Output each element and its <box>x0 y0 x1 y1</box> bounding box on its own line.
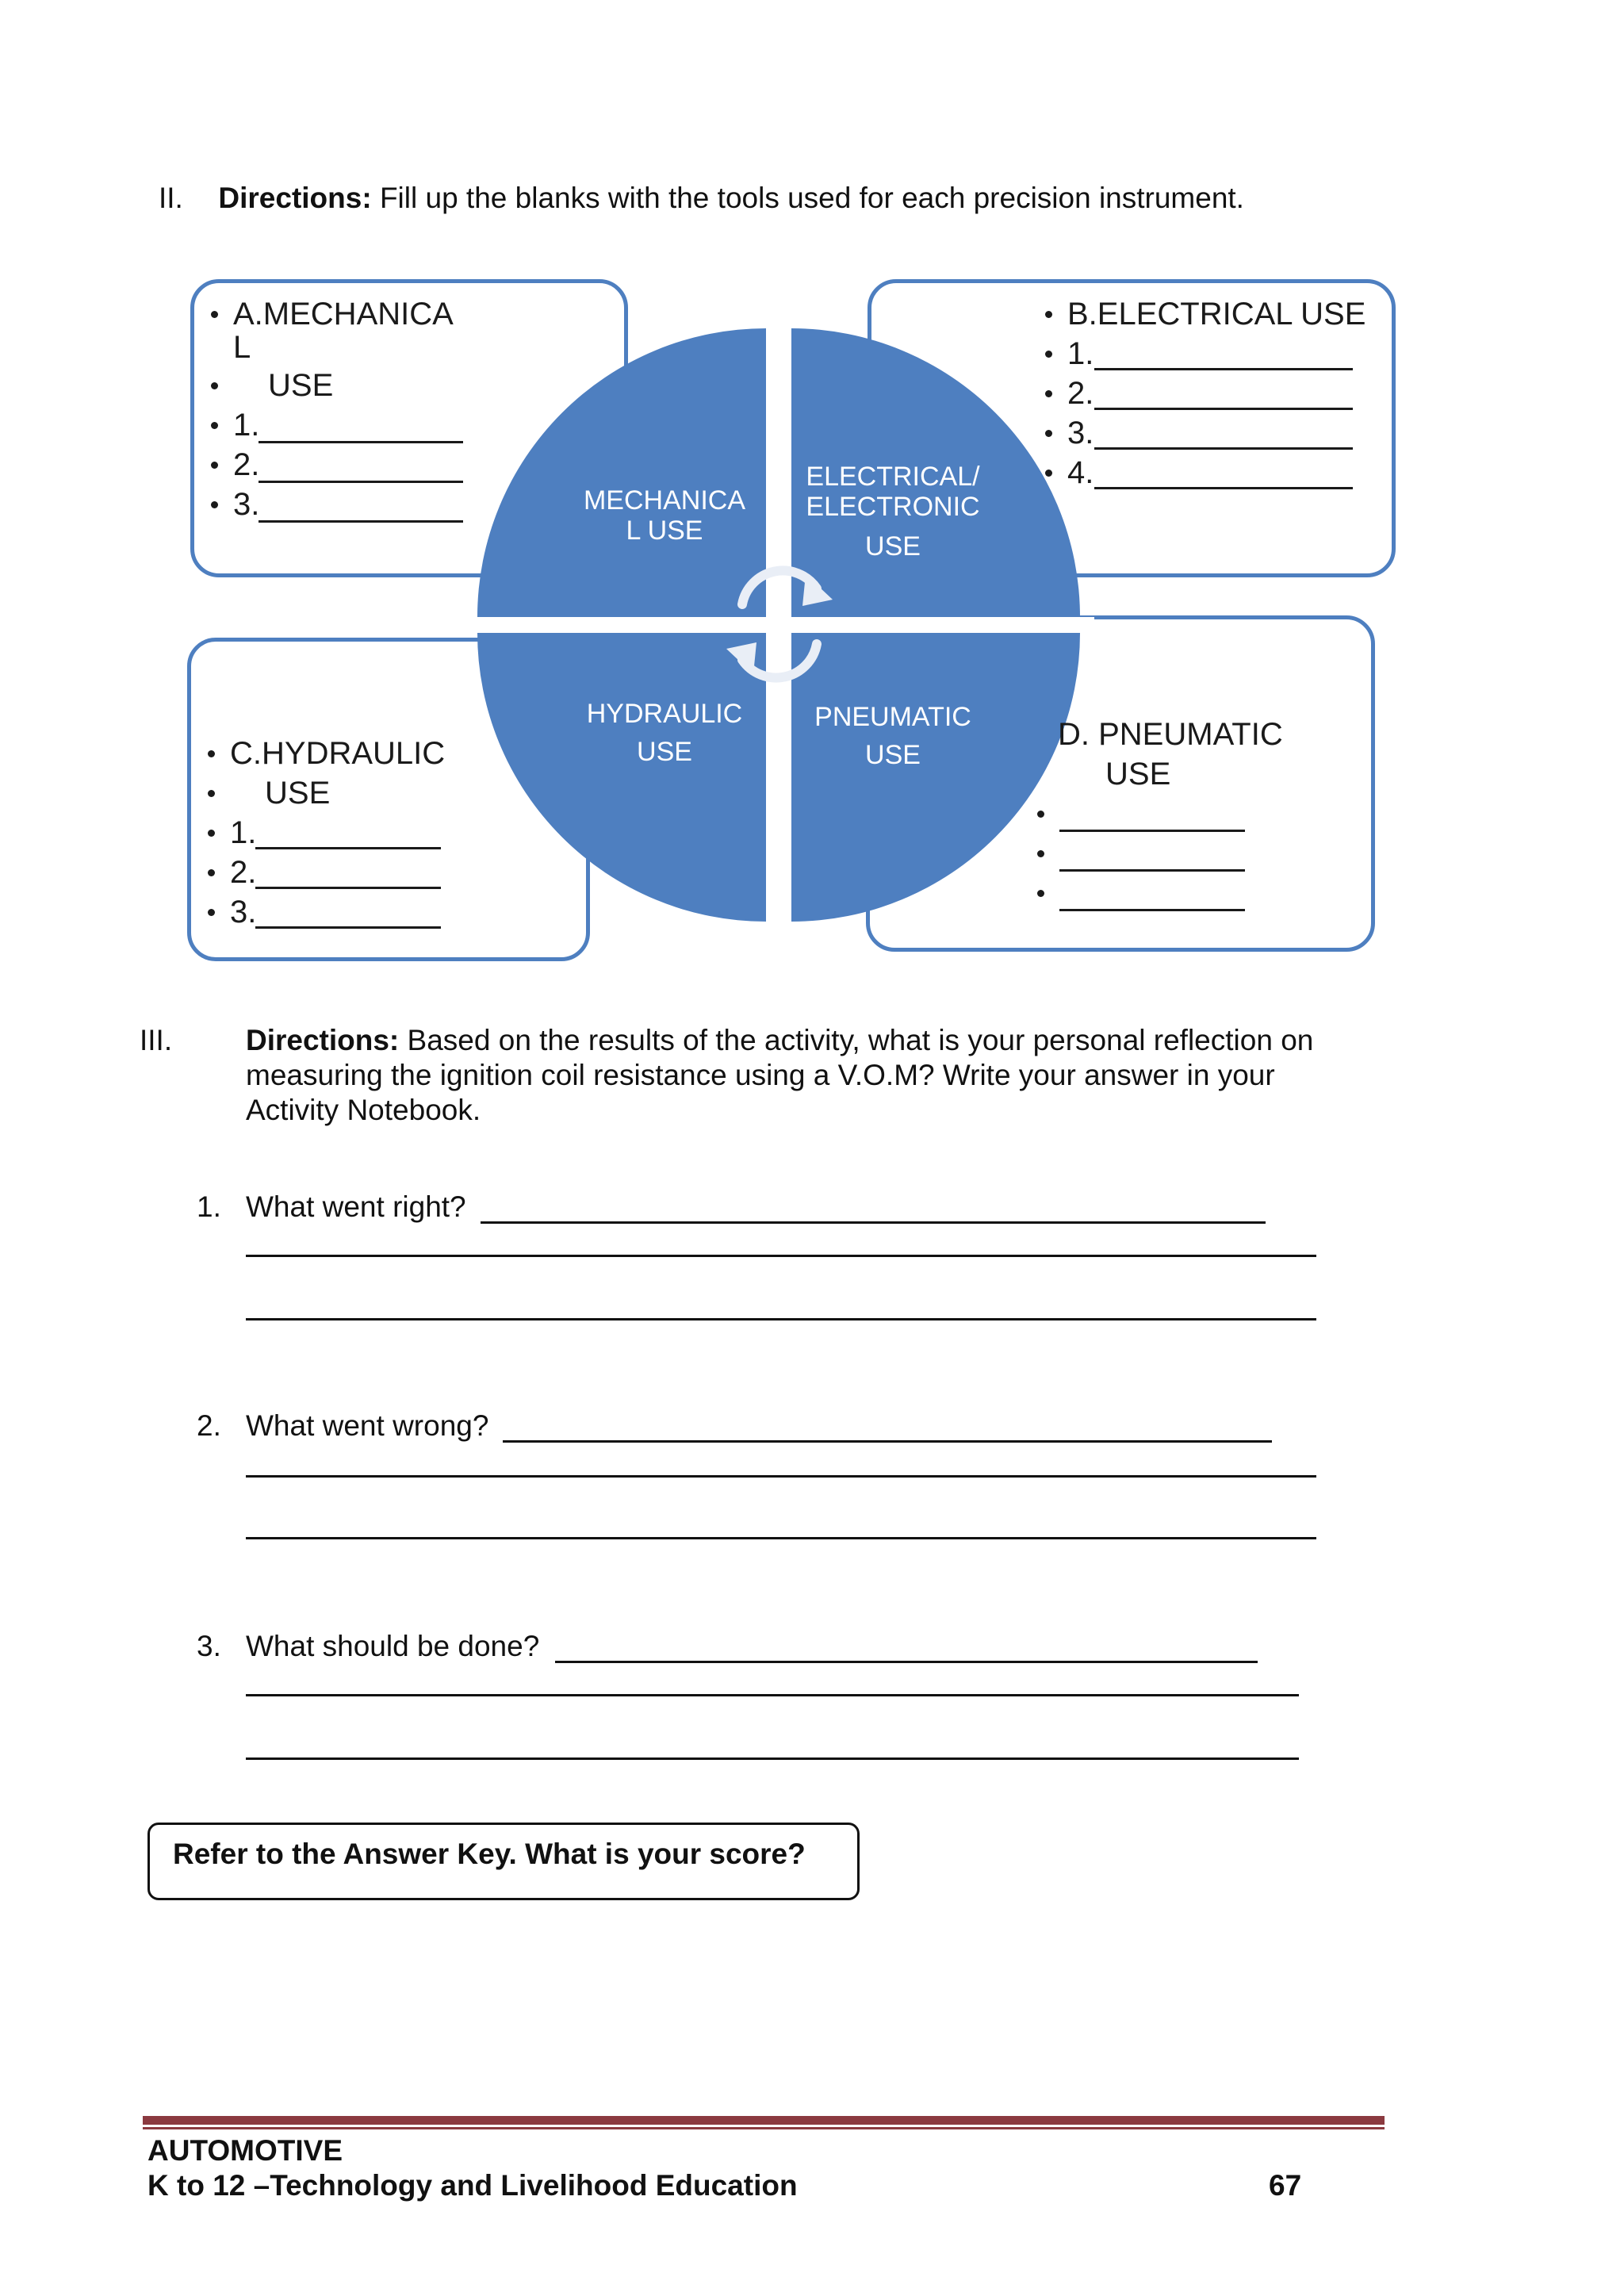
quadrant-electrical-label-line1: ELECTRICAL/ <box>806 462 980 492</box>
quadrant-electrical-label <box>799 462 986 562</box>
question-1-number: 1. <box>197 1190 221 1223</box>
box-d-title-line2: USE <box>1105 757 1171 792</box>
box-c-item-3-number: 3. <box>230 895 257 930</box>
question-1-answer-line-2[interactable] <box>246 1255 1316 1257</box>
quadrant-hydraulic-label-line1: HYDRAULIC <box>586 699 743 729</box>
quadrant-pneumatic-label <box>799 698 986 774</box>
box-a-title-line1: A.MECHANICA <box>233 297 454 332</box>
section-3-directions-line2: measuring the ignition coil resistance using a V.O.M? Write your answer in your <box>246 1059 1275 1091</box>
box-a-item-1-blank <box>259 441 463 443</box>
footer-rule-thin <box>143 2127 1385 2129</box>
box-a-item-2-blank <box>259 481 463 483</box>
section-3-directions-line1 <box>246 1023 1313 1058</box>
quadrant-mechanical-label <box>571 485 758 546</box>
quadrant-electrical-label-line3: USE <box>865 531 921 562</box>
quadrant-pneumatic <box>791 633 1080 922</box>
quadrant-electrical-label-line2: ELECTRONIC <box>806 492 980 522</box>
box-d-item-1-blank <box>1059 830 1245 832</box>
question-3-answer-line-1[interactable] <box>555 1661 1258 1663</box>
question-2-answer-line-2[interactable] <box>246 1475 1316 1478</box>
box-c-item-1-number: 1. <box>230 815 257 850</box>
box-a-item-2-number: 2. <box>233 447 260 482</box>
box-b-item-1-blank <box>1094 368 1353 370</box>
question-3-text: What should be done? <box>246 1630 540 1662</box>
section-2-numeral: II. <box>159 182 183 214</box>
box-a-title-line2: L <box>233 330 251 365</box>
footer-page-number: 67 <box>1269 2169 1302 2202</box>
quadrant-mechanical-label-line1: MECHANICA <box>583 485 746 516</box>
question-1-answer-line-1[interactable] <box>481 1221 1266 1224</box>
footer-rule-thick <box>143 2116 1385 2125</box>
box-b-item-3-number: 3. <box>1067 416 1094 450</box>
question-1-text: What went right? <box>246 1190 466 1223</box>
box-a-item-1-number: 1. <box>233 408 260 443</box>
box-b-item-2-number: 2. <box>1067 376 1094 411</box>
box-c-item-2-blank <box>255 887 441 889</box>
question-2-number: 2. <box>197 1409 221 1442</box>
section-3-directions-label: Directions: <box>246 1024 400 1056</box>
question-3-number: 3. <box>197 1630 221 1662</box>
quadrant-mechanical-label-line2: L USE <box>626 516 703 546</box>
box-d-title-line1: D. PNEUMATIC <box>1058 717 1283 752</box>
section-3-directions-text-1: Based on the results of the activity, what is your personal reflection on <box>399 1024 1314 1056</box>
box-d-item-2-blank <box>1059 869 1245 872</box>
box-c-title-line2: USE <box>265 776 331 811</box>
box-a-item-3-blank <box>259 520 463 523</box>
question-2-answer-line-3[interactable] <box>246 1537 1316 1539</box>
box-b-item-1-number: 1. <box>1067 336 1094 371</box>
box-b-title: B.ELECTRICAL USE <box>1067 297 1366 332</box>
footer-program: K to 12 –Technology and Livelihood Education <box>147 2169 798 2202</box>
box-a-title-line3: USE <box>268 368 334 403</box>
question-3-answer-line-3[interactable] <box>246 1757 1299 1760</box>
box-a-item-3-number: 3. <box>233 487 260 522</box>
quadrant-hydraulic <box>477 633 766 922</box>
box-b-item-3-blank <box>1094 447 1353 450</box>
box-c-item-2-number: 2. <box>230 855 257 890</box>
quadrant-hydraulic-label-line2: USE <box>637 737 692 767</box>
section-3-directions-line3: Activity Notebook. <box>246 1094 481 1126</box>
quadrant-pneumatic-label-line1: PNEUMATIC <box>814 702 971 732</box>
quadrant-hydraulic-label <box>571 695 758 771</box>
box-b-item-2-blank <box>1094 408 1353 410</box>
box-b-item-4-number: 4. <box>1067 455 1094 490</box>
section-2-directions-text: Fill up the blanks with the tools used for each precision instrument. <box>371 182 1244 214</box>
box-c-item-1-blank <box>255 847 441 849</box>
question-2-answer-line-1[interactable] <box>503 1440 1272 1443</box>
section-3-numeral: III. <box>140 1024 173 1056</box>
box-d-item-3-blank <box>1059 909 1245 911</box>
box-b-item-4-blank <box>1094 487 1353 489</box>
box-c-title-line1: C.HYDRAULIC <box>230 736 446 771</box>
quadrant-mechanical <box>477 328 766 617</box>
quadrant-pneumatic-label-line2: USE <box>865 740 921 770</box>
section-2-directions-label: Directions: <box>218 182 372 214</box>
footer-subject: AUTOMOTIVE <box>147 2134 343 2167</box>
question-2-text: What went wrong? <box>246 1409 489 1442</box>
box-c-item-3-blank <box>255 926 441 929</box>
question-1-answer-line-3[interactable] <box>246 1318 1316 1320</box>
question-3-answer-line-2[interactable] <box>246 1694 1299 1696</box>
score-box-text: Refer to the Answer Key. What is your score? <box>173 1838 806 1870</box>
